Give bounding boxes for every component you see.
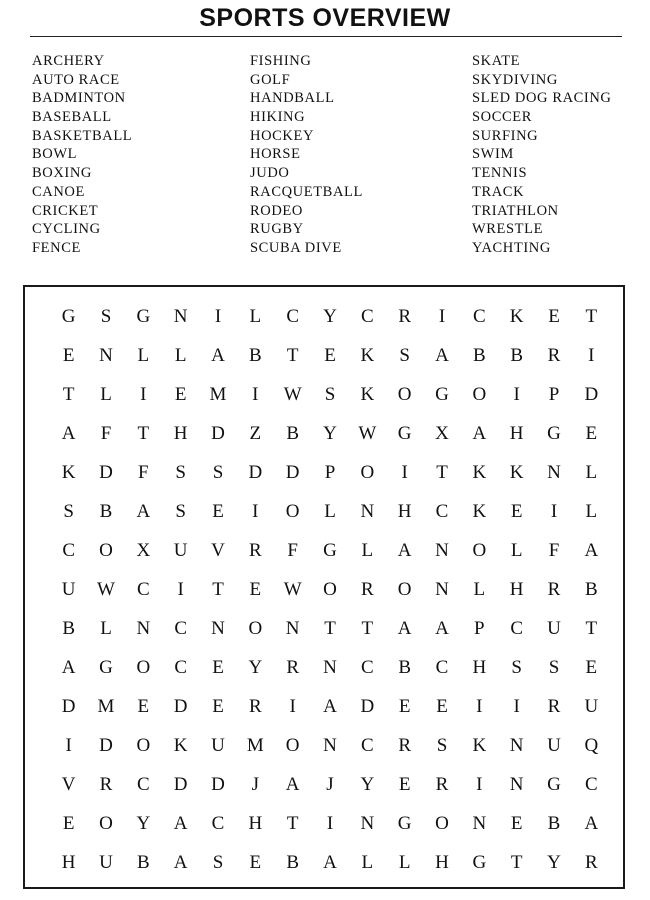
grid-letter[interactable]: T — [212, 578, 224, 600]
word-list-item: BADMINTON — [32, 90, 126, 107]
grid-letter[interactable]: Y — [248, 656, 263, 678]
grid-letter[interactable]: H — [509, 578, 524, 600]
grid-letter[interactable]: M — [209, 383, 227, 405]
grid-letter[interactable]: T — [286, 812, 299, 834]
grid-letter[interactable]: E — [585, 422, 598, 444]
grid-letter[interactable]: G — [547, 773, 561, 795]
grid-letter[interactable]: X — [136, 539, 151, 561]
grid-letter[interactable]: O — [99, 539, 113, 561]
grid-letter[interactable]: B — [62, 617, 75, 639]
grid-letter[interactable]: R — [547, 695, 561, 717]
grid-letter[interactable]: C — [360, 734, 374, 756]
page-title: SPORTS OVERVIEW — [199, 4, 451, 32]
grid-letter[interactable]: K — [173, 734, 188, 756]
puzzle-frame — [23, 285, 625, 889]
word-list-item: YACHTING — [472, 239, 551, 256]
grid-letter[interactable]: A — [472, 422, 487, 444]
grid-letter[interactable]: B — [99, 500, 113, 522]
grid-letter[interactable]: K — [360, 344, 375, 366]
grid-letter[interactable]: W — [358, 422, 377, 444]
grid-letter[interactable]: O — [248, 617, 263, 639]
grid-letter[interactable]: F — [100, 422, 112, 444]
grid-letter[interactable]: B — [248, 344, 262, 366]
grid-letter[interactable]: W — [283, 383, 302, 405]
grid-letter[interactable]: R — [435, 773, 449, 795]
grid-letter[interactable]: A — [323, 851, 337, 873]
grid-letter[interactable]: B — [286, 422, 299, 444]
grid-letter[interactable]: T — [286, 344, 299, 366]
grid-letter[interactable]: S — [324, 383, 336, 405]
word-list-item: CRICKET — [32, 202, 99, 219]
grid-letter[interactable]: Y — [323, 422, 337, 444]
grid-letter[interactable]: N — [323, 656, 337, 678]
grid-letter[interactable]: H — [435, 851, 449, 873]
grid-letter[interactable]: R — [99, 773, 113, 795]
grid-letter[interactable]: N — [435, 539, 449, 561]
grid-letter[interactable]: N — [173, 305, 188, 327]
grid-letter[interactable]: Y — [323, 305, 337, 327]
grid-letter[interactable]: E — [510, 500, 523, 522]
grid-letter[interactable]: E — [62, 344, 75, 366]
grid-letter[interactable]: L — [100, 383, 112, 405]
grid-letter[interactable]: T — [436, 461, 448, 483]
word-list — [0, 52, 650, 262]
grid-letter[interactable]: U — [173, 539, 188, 561]
grid-letter[interactable]: J — [326, 773, 334, 795]
word-list-item: FISHING — [250, 53, 312, 69]
grid-letter[interactable]: S — [399, 344, 410, 366]
grid-letter[interactable]: Z — [249, 422, 262, 444]
grid-letter[interactable]: U — [584, 695, 599, 717]
grid-letter[interactable]: R — [547, 578, 561, 600]
grid-letter[interactable]: G — [136, 305, 151, 327]
grid-letter[interactable]: A — [323, 695, 337, 717]
grid-letter[interactable]: T — [62, 383, 75, 405]
word-column-1 — [32, 52, 132, 258]
grid-letter[interactable]: C — [435, 656, 449, 678]
grid-letter[interactable]: I — [513, 695, 520, 717]
grid-letter[interactable]: A — [435, 344, 449, 366]
word-list-item: HIKING — [250, 109, 306, 126]
grid-letter[interactable]: R — [248, 695, 262, 717]
grid-letter[interactable]: O — [136, 656, 151, 678]
grid-letter[interactable]: N — [211, 617, 225, 639]
grid-letter[interactable]: D — [173, 695, 188, 717]
grid-letter[interactable]: A — [435, 617, 449, 639]
word-list-item: GOLF — [250, 71, 291, 88]
grid-letter[interactable]: I — [252, 500, 259, 522]
grid-letter[interactable]: C — [472, 305, 486, 327]
grid-letter[interactable]: O — [472, 383, 487, 405]
grid-letter[interactable]: H — [248, 812, 263, 834]
grid-letter[interactable]: N — [435, 578, 449, 600]
word-list-item: SCUBA DIVE — [250, 239, 342, 256]
grid-letter[interactable]: K — [472, 500, 487, 522]
grid-letter[interactable]: C — [174, 656, 187, 678]
word-list-item: HORSE — [250, 146, 301, 163]
grid-letter[interactable]: Y — [360, 773, 375, 795]
grid-letter[interactable]: G — [397, 422, 412, 444]
grid-letter[interactable]: C — [136, 578, 150, 600]
word-list-item: RACQUETBALL — [250, 183, 363, 200]
grid-letter[interactable]: S — [212, 851, 224, 873]
grid-letter[interactable]: O — [136, 734, 151, 756]
grid-letter[interactable]: E — [249, 851, 262, 873]
grid-letter[interactable]: B — [398, 656, 411, 678]
grid-letter[interactable]: I — [438, 305, 446, 327]
grid-letter[interactable]: R — [547, 344, 561, 366]
grid-letter[interactable]: A — [61, 422, 76, 444]
grid-letter[interactable]: L — [510, 539, 523, 561]
grid-letter[interactable]: J — [251, 773, 260, 795]
grid-letter[interactable]: R — [398, 305, 411, 327]
grid-letter[interactable]: C — [435, 500, 449, 522]
grid-letter[interactable]: O — [323, 578, 337, 600]
grid-letter[interactable]: A — [211, 344, 225, 366]
word-list-item: CANOE — [32, 183, 85, 200]
grid-letter[interactable]: T — [510, 851, 523, 873]
grid-letter[interactable]: H — [397, 500, 412, 522]
grid-letter[interactable]: K — [509, 461, 524, 483]
grid-letter[interactable]: T — [585, 617, 598, 639]
grid-letter[interactable]: R — [398, 734, 411, 756]
grid-letter[interactable]: O — [472, 539, 487, 561]
grid-letter[interactable]: L — [249, 305, 262, 327]
letter-grid — [50, 297, 610, 882]
grid-letter[interactable]: O — [397, 383, 412, 405]
grid-letter[interactable]: G — [435, 383, 449, 405]
grid-letter[interactable]: U — [99, 851, 113, 873]
grid-letter[interactable]: S — [100, 305, 112, 327]
grid-letter[interactable]: H — [509, 422, 524, 444]
word-list-item: HOCKEY — [250, 127, 315, 144]
grid-letter[interactable]: I — [214, 305, 222, 327]
grid-letter[interactable]: U — [547, 617, 561, 639]
word-list-item: TRIATHLON — [472, 202, 559, 219]
grid-letter[interactable]: E — [212, 695, 224, 717]
word-list-item: RODEO — [250, 202, 303, 219]
grid-letter[interactable]: L — [361, 851, 374, 873]
word-list-item: ARCHERY — [32, 53, 105, 69]
grid-letter[interactable]: D — [211, 422, 225, 444]
grid-letter[interactable]: E — [62, 812, 75, 834]
grid-letter[interactable]: P — [324, 461, 336, 483]
word-list-item: BASEBALL — [32, 109, 112, 126]
grid-letter[interactable]: F — [548, 539, 560, 561]
title-underline — [30, 36, 622, 37]
grid-letter[interactable]: B — [510, 344, 523, 366]
grid-letter[interactable]: A — [584, 539, 599, 561]
grid-letter[interactable]: I — [177, 578, 184, 600]
grid-letter[interactable]: N — [136, 617, 151, 639]
grid-letter[interactable]: C — [584, 773, 598, 795]
grid-letter[interactable]: S — [175, 461, 186, 483]
grid-letter[interactable]: A — [285, 773, 300, 795]
grid-letter[interactable]: M — [97, 695, 115, 717]
grid-letter[interactable]: B — [547, 812, 561, 834]
grid-letter[interactable]: I — [476, 773, 483, 795]
word-list-item: AUTO RACE — [32, 71, 120, 88]
grid-letter[interactable]: E — [174, 383, 187, 405]
grid-letter[interactable]: D — [61, 695, 76, 717]
grid-letter[interactable]: D — [99, 461, 113, 483]
grid-letter[interactable]: R — [584, 851, 598, 873]
grid-letter[interactable]: C — [360, 656, 374, 678]
grid-letter[interactable]: E — [212, 656, 224, 678]
grid-letter[interactable]: O — [285, 734, 300, 756]
grid-letter[interactable]: L — [473, 578, 486, 600]
grid-letter[interactable]: Q — [584, 734, 599, 756]
grid-letter[interactable]: P — [474, 617, 485, 639]
word-list-item: RUGBY — [250, 221, 304, 238]
grid-letter[interactable]: D — [99, 734, 113, 756]
grid-letter[interactable]: F — [287, 539, 298, 561]
grid-letter[interactable]: S — [436, 734, 448, 756]
grid-letter[interactable]: E — [548, 305, 560, 327]
grid-letter[interactable]: Y — [547, 851, 561, 873]
grid-letter[interactable]: L — [585, 500, 598, 522]
grid-letter[interactable]: K — [509, 305, 524, 327]
grid-letter[interactable]: K — [61, 461, 76, 483]
grid-letter[interactable]: Y — [136, 812, 151, 834]
grid-letter[interactable]: R — [286, 656, 299, 678]
word-column-2 — [250, 52, 363, 258]
grid-letter[interactable]: U — [61, 578, 76, 600]
grid-letter[interactable]: T — [137, 422, 150, 444]
grid-letter[interactable]: D — [360, 695, 375, 717]
grid-letter[interactable]: L — [585, 461, 598, 483]
grid-letter[interactable]: P — [548, 383, 560, 405]
grid-letter[interactable]: U — [547, 734, 561, 756]
grid-letter[interactable]: O — [99, 812, 113, 834]
grid-letter[interactable]: A — [584, 812, 599, 834]
grid-letter[interactable]: A — [397, 539, 412, 561]
grid-letter[interactable]: M — [246, 734, 264, 756]
grid-letter[interactable]: B — [584, 578, 598, 600]
grid-letter[interactable]: C — [211, 812, 225, 834]
grid-letter[interactable]: S — [548, 656, 560, 678]
word-list-item: BOWL — [32, 146, 78, 163]
grid-letter[interactable]: G — [397, 812, 412, 834]
word-list-item: WRESTLE — [472, 221, 544, 238]
grid-letter[interactable]: O — [435, 812, 449, 834]
grid-letter[interactable]: E — [212, 500, 224, 522]
word-list-item: TENNIS — [472, 165, 528, 182]
grid-letter[interactable]: I — [588, 344, 595, 366]
grid-letter[interactable]: A — [173, 851, 188, 873]
word-list-item: HANDBALL — [250, 90, 335, 107]
grid-letter[interactable]: I — [289, 695, 296, 717]
grid-letter[interactable]: E — [436, 695, 448, 717]
grid-letter[interactable]: C — [510, 617, 523, 639]
grid-letter[interactable]: S — [63, 500, 74, 522]
grid-letter[interactable]: N — [472, 812, 487, 834]
grid-letter[interactable]: G — [547, 422, 561, 444]
grid-letter[interactable]: D — [211, 773, 225, 795]
grid-letter[interactable]: N — [323, 734, 337, 756]
grid-letter[interactable]: C — [136, 773, 150, 795]
word-list-item: JUDO — [250, 165, 290, 182]
grid-letter[interactable]: I — [513, 383, 520, 405]
grid-letter[interactable]: I — [401, 461, 408, 483]
grid-letter[interactable]: H — [173, 422, 188, 444]
word-list-item: SKATE — [472, 53, 521, 69]
grid-letter[interactable]: N — [509, 734, 524, 756]
grid-letter[interactable]: E — [137, 695, 150, 717]
word-list-item: BOXING — [32, 165, 92, 182]
grid-letter[interactable]: K — [472, 734, 487, 756]
grid-letter[interactable]: I — [65, 734, 72, 756]
grid-letter[interactable]: I — [326, 812, 334, 834]
grid-letter[interactable]: I — [140, 383, 147, 405]
grid-letter[interactable]: G — [61, 305, 76, 327]
grid-letter[interactable]: E — [398, 695, 411, 717]
grid-letter[interactable]: L — [100, 617, 112, 639]
grid-letter[interactable]: S — [175, 500, 186, 522]
grid-letter[interactable]: T — [324, 617, 336, 639]
grid-letter[interactable]: E — [398, 773, 411, 795]
grid-letter[interactable]: L — [361, 539, 374, 561]
grid-letter[interactable]: L — [137, 344, 150, 366]
grid-letter[interactable]: H — [61, 851, 76, 873]
grid-letter[interactable]: B — [472, 344, 486, 366]
grid-letter[interactable]: L — [324, 500, 336, 522]
grid-letter[interactable]: E — [510, 812, 523, 834]
grid-letter[interactable]: D — [285, 461, 300, 483]
grid-letter[interactable]: D — [584, 383, 599, 405]
word-list-item: CYCLING — [32, 221, 101, 238]
grid-letter[interactable]: C — [360, 305, 374, 327]
grid-letter[interactable]: I — [252, 383, 259, 405]
grid-letter[interactable]: O — [397, 578, 412, 600]
grid-letter[interactable]: S — [212, 461, 224, 483]
grid-letter[interactable]: I — [550, 500, 558, 522]
grid-letter[interactable]: D — [173, 773, 188, 795]
word-list-item: TRACK — [472, 183, 525, 200]
grid-letter[interactable]: E — [249, 578, 262, 600]
grid-letter[interactable]: T — [585, 305, 598, 327]
grid-letter[interactable]: W — [97, 578, 115, 600]
grid-letter[interactable]: N — [285, 617, 300, 639]
word-list-item: SLED DOG RACING — [472, 90, 612, 107]
grid-letter[interactable]: E — [585, 656, 598, 678]
grid-letter[interactable]: B — [286, 851, 299, 873]
word-column-3 — [472, 52, 612, 258]
grid-letter[interactable]: S — [511, 656, 522, 678]
grid-letter[interactable]: I — [476, 695, 483, 717]
word-list-item: FENCE — [32, 239, 81, 256]
grid-letter[interactable]: A — [397, 617, 412, 639]
word-list-item: SURFING — [472, 127, 539, 144]
grid-letter[interactable]: F — [138, 461, 149, 483]
grid-letter[interactable]: K — [472, 461, 487, 483]
word-list-item: SKYDIVING — [472, 71, 558, 88]
grid-letter[interactable]: E — [324, 344, 336, 366]
grid-letter[interactable]: L — [398, 851, 411, 873]
grid-letter[interactable]: O — [360, 461, 375, 483]
grid-letter[interactable]: W — [283, 578, 302, 600]
grid-letter[interactable]: O — [285, 500, 300, 522]
word-list-item: SWIM — [472, 146, 514, 163]
grid-letter[interactable]: K — [360, 383, 375, 405]
grid-letter[interactable]: C — [62, 539, 75, 561]
grid-letter[interactable]: R — [360, 578, 374, 600]
grid-letter[interactable]: N — [547, 461, 561, 483]
grid-letter[interactable]: C — [174, 617, 187, 639]
grid-letter[interactable]: G — [99, 656, 113, 678]
word-list-item: SOCCER — [472, 109, 533, 126]
grid-letter[interactable]: V — [211, 539, 225, 561]
grid-letter[interactable]: N — [360, 812, 375, 834]
grid-letter[interactable]: N — [509, 773, 524, 795]
grid-letter[interactable]: N — [360, 500, 375, 522]
grid-letter[interactable]: A — [61, 656, 76, 678]
grid-letter[interactable]: G — [472, 851, 487, 873]
grid-letter[interactable]: R — [248, 539, 262, 561]
grid-letter[interactable]: B — [136, 851, 150, 873]
grid-letter[interactable]: L — [174, 344, 187, 366]
grid-letter[interactable]: G — [323, 539, 337, 561]
grid-letter[interactable]: N — [99, 344, 113, 366]
grid-letter[interactable]: X — [435, 422, 449, 444]
grid-letter[interactable]: H — [472, 656, 487, 678]
grid-letter[interactable]: A — [173, 812, 188, 834]
grid-letter[interactable]: V — [61, 773, 76, 795]
word-list-item: BASKETBALL — [32, 127, 133, 144]
grid-letter[interactable]: D — [248, 461, 263, 483]
grid-letter[interactable]: C — [286, 305, 299, 327]
grid-letter[interactable]: A — [136, 500, 151, 522]
grid-letter[interactable]: U — [211, 734, 225, 756]
grid-letter[interactable]: T — [361, 617, 374, 639]
